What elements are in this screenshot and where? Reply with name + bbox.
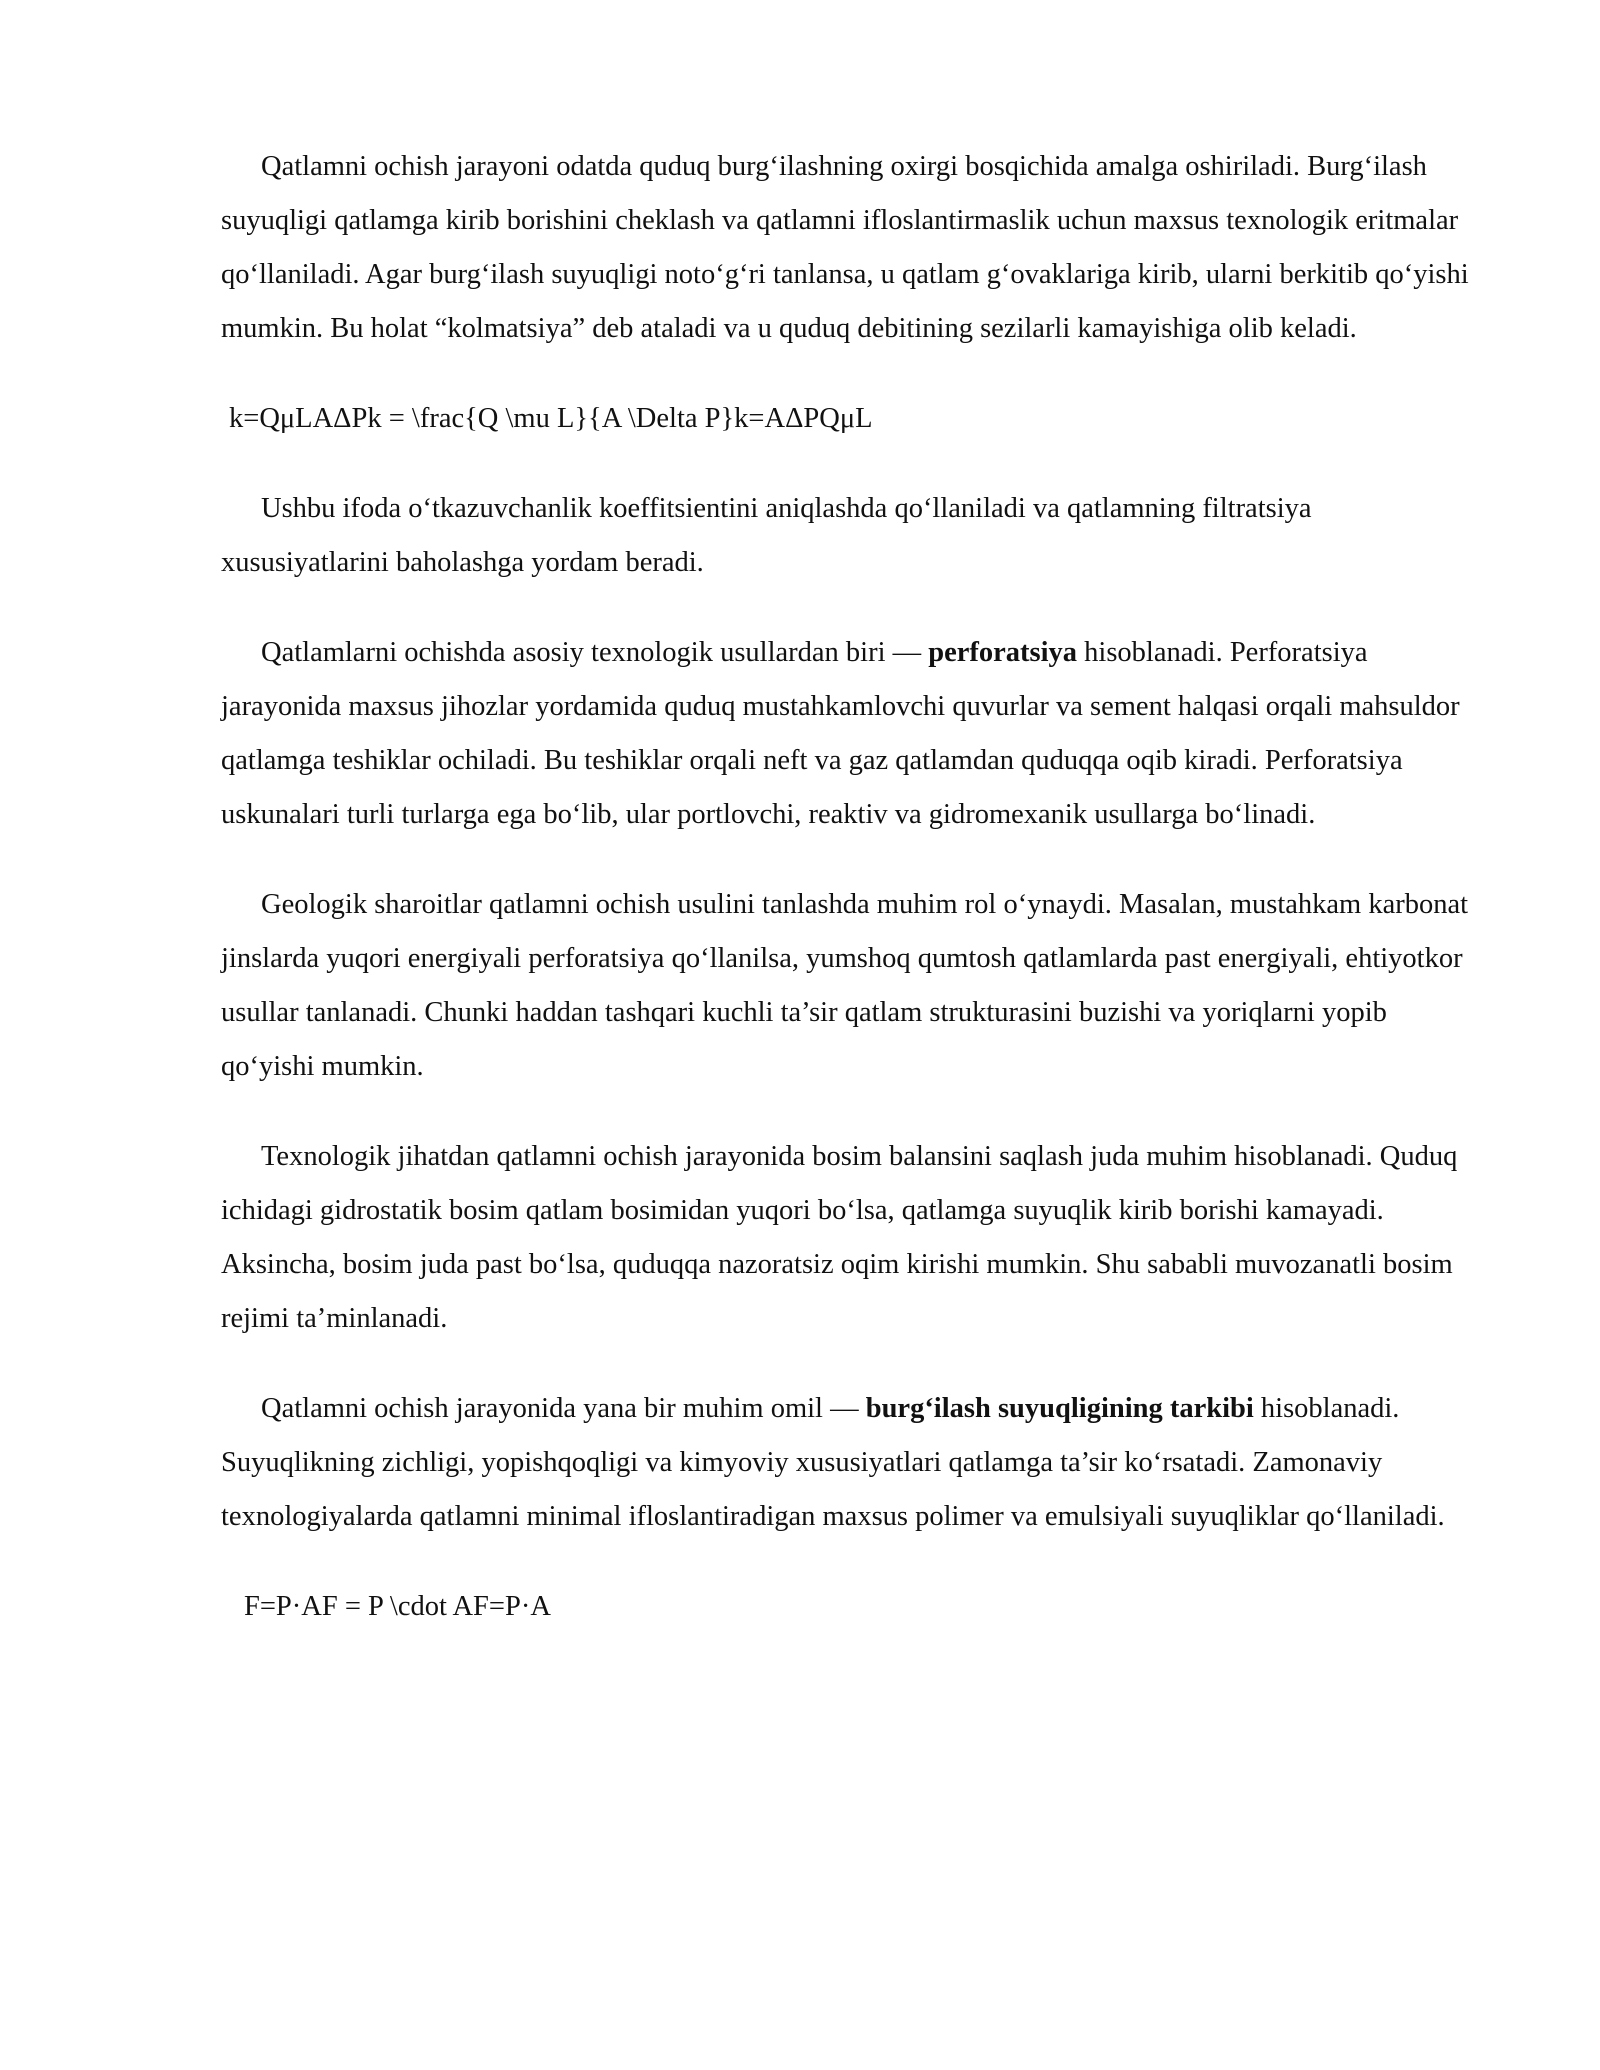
paragraph-6-text-end: hisoblanadi. Suyuqlikning zichligi, yopishqoqligi va kimyoviy xususiyatlari qatlamga ta’sir ko‘rsatadi. Zamonaviy texnologiyalarda qatlamni minimal ifloslantiradigan maxsus polimer va emulsiyali suyuqliklar qo‘llaniladi. bbox=[221, 1393, 1445, 1532]
paragraph-3-bold-term: perforatsiya bbox=[928, 637, 1078, 668]
paragraph-4: Geologik sharoitlar qatlamni ochish usulini tanlashda muhim rol o‘ynaydi. Masalan, mustahkam karbonat jinslarda yuqori energiyali perforatsiya qo‘llanilsa, yumshoq qumtosh qatlamlarda past energiyali, ehtiyotkor usullar tanlanadi. Chunki haddan tashqari kuchli ta’sir qatlam strukturasini buzishi va yoriqlarni yopib qo‘yishi mumkin. bbox=[221, 889, 1469, 1082]
paragraph-2: Ushbu ifoda o‘tkazuvchanlik koeffitsientini aniqlashda qo‘llaniladi va qatlamning filtratsiya xususiyatlarini baholashga yordam beradi. bbox=[221, 493, 1312, 578]
paragraph-6 bbox=[221, 1382, 1486, 1544]
paragraph-3-text-start: Qatlamlarni ochishda asosiy texnologik usullardan biri — bbox=[261, 637, 929, 668]
formula-force: F=P·AF = P \cdot AF=P·A bbox=[244, 1591, 551, 1622]
paragraph-3-text-end: hisoblanadi. Perforatsiya jarayonida maxsus jihozlar yordamida quduq mustahkamlovchi quvurlar va sement halqasi orqali mahsuldor qatlamga teshiklar ochiladi. Bu teshiklar orqali neft va gaz qatlamdan quduqqa oqib kiradi. Perforatsiya uskunalari turli turlarga ega bo‘lib, ular portlovchi, reaktiv va gidromexanik usullarga bo‘linadi. bbox=[221, 637, 1460, 830]
document-body bbox=[221, 140, 1486, 1670]
paragraph-6-bold-term: burg‘ilash suyuqligining tarkibi bbox=[865, 1393, 1254, 1424]
paragraph-6-text-start: Qatlamni ochish jarayonida yana bir muhim omil — bbox=[261, 1393, 866, 1424]
paragraph-1: Qatlamni ochish jarayoni odatda quduq burg‘ilashning oxirgi bosqichida amalga oshiriladi. Burg‘ilash suyuqligi qatlamga kirib borishini cheklash va qatlamni ifloslantirmaslik uchun maxsus texnologik eritmalar qo‘llaniladi. Agar burg‘ilash suyuqligi noto‘g‘ri tanlansa, u qatlam g‘ovaklariga kirib, ularni berkitib qo‘yishi mumkin. Bu holat “kolmatsiya” deb ataladi va u quduq debitining sezilarli kamayishiga olib keladi. bbox=[221, 151, 1469, 344]
paragraph-3 bbox=[221, 626, 1486, 842]
paragraph-5: Texnologik jihatdan qatlamni ochish jarayonida bosim balansini saqlash juda muhim hisoblanadi. Quduq ichidagi gidrostatik bosim qatlam bosimidan yuqori bo‘lsa, qatlamga suyuqlik kirib borishi kamayadi. Aksincha, bosim juda past bo‘lsa, quduqqa nazoratsiz oqim kirishi mumkin. Shu sababli muvozanatli bosim rejimi ta’minlanadi. bbox=[221, 1141, 1458, 1334]
formula-permeability: k=QμLAΔPk = \frac{Q \mu L}{A \Delta P}k=AΔPQμL bbox=[229, 403, 873, 434]
